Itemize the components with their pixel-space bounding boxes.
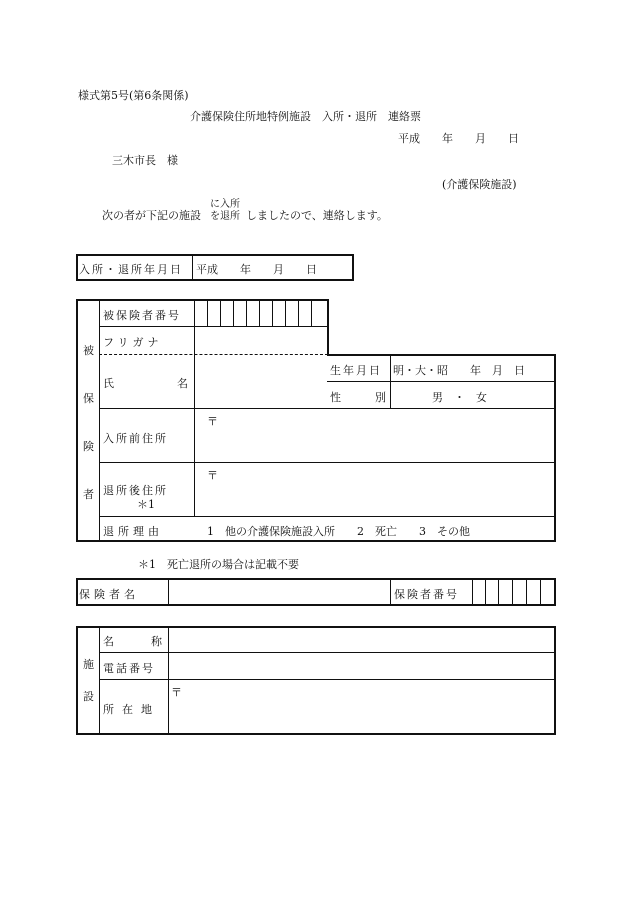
facility-phone-label: 電話番号 xyxy=(103,662,155,675)
facility-name-label-2: 称 xyxy=(151,635,162,648)
gender-value[interactable]: 男 ・ 女 xyxy=(432,391,487,404)
insured-number-label: 被保険者番号 xyxy=(103,309,181,322)
insurer-number-label: 保険者番号 xyxy=(394,588,459,601)
insurer-name-label: 保険者名 xyxy=(79,588,139,601)
name-field[interactable] xyxy=(195,355,327,408)
name-label-2: 名 xyxy=(177,377,188,390)
addressee: 三木市長 様 xyxy=(112,154,178,167)
date-line: 平成 年 月 日 xyxy=(398,132,519,145)
insured-number-field[interactable] xyxy=(195,300,327,326)
after-address-note: ＊1 xyxy=(137,498,155,511)
facility-name-field[interactable] xyxy=(169,627,554,652)
facility-section-label-2: 設 xyxy=(83,690,94,703)
exit-reason-label: 退所理由 xyxy=(103,525,163,538)
issuer-label: (介護保険施設) xyxy=(442,178,517,191)
facility-phone-field[interactable] xyxy=(169,653,554,679)
entry-date-value[interactable]: 平成 年 月 日 xyxy=(196,263,317,276)
form-number: 様式第5号(第6条関係) xyxy=(78,89,189,102)
insured-section-label-2: 保 xyxy=(83,392,94,405)
insured-section-label-4: 者 xyxy=(83,488,94,501)
facility-location-field[interactable] xyxy=(169,680,554,734)
insurer-number-field[interactable] xyxy=(473,579,554,605)
gender-label-2: 別 xyxy=(375,391,386,404)
insurer-name-field[interactable] xyxy=(169,579,390,605)
notice-prefix: 次の者が下記の施設 xyxy=(102,209,201,222)
form-title: 介護保険住所地特例施設 入所・退所 連絡票 xyxy=(190,110,421,123)
notice-option-enter: に入所 xyxy=(210,199,240,210)
name-label-1: 氏 xyxy=(103,377,114,390)
notice-suffix: しましたので、連絡します。 xyxy=(246,209,388,222)
birth-date-label: 生年月日 xyxy=(330,364,382,377)
furigana-label: フリガナ xyxy=(103,336,163,349)
facility-postal-mark: 〒 xyxy=(171,686,182,699)
gender-label-1: 性 xyxy=(330,391,341,404)
notice-option-exit: を退所 xyxy=(210,211,240,222)
insured-section-label-1: 被 xyxy=(83,344,94,357)
furigana-field[interactable] xyxy=(195,327,327,354)
exit-reason-options[interactable]: 1 他の介護保険施設入所 2 死亡 3 その他 xyxy=(207,525,470,538)
previous-address-field[interactable] xyxy=(195,409,554,462)
after-address-field[interactable] xyxy=(195,463,554,516)
facility-section-label-1: 施 xyxy=(83,658,94,671)
postal-mark-after: 〒 xyxy=(207,469,218,482)
birth-date-value[interactable]: 明・大・昭 年 月 日 xyxy=(393,364,525,377)
footnote: ＊1 死亡退所の場合は記載不要 xyxy=(138,558,299,571)
entry-date-label: 入所・退所年月日 xyxy=(79,263,183,276)
facility-location-label: 所在地 xyxy=(103,703,160,716)
facility-name-label-1: 名 xyxy=(103,635,114,648)
after-address-label: 退所後住所 xyxy=(103,484,168,497)
postal-mark-previous: 〒 xyxy=(207,415,218,428)
insured-section-label-3: 険 xyxy=(83,440,94,453)
previous-address-label: 入所前住所 xyxy=(103,432,168,445)
